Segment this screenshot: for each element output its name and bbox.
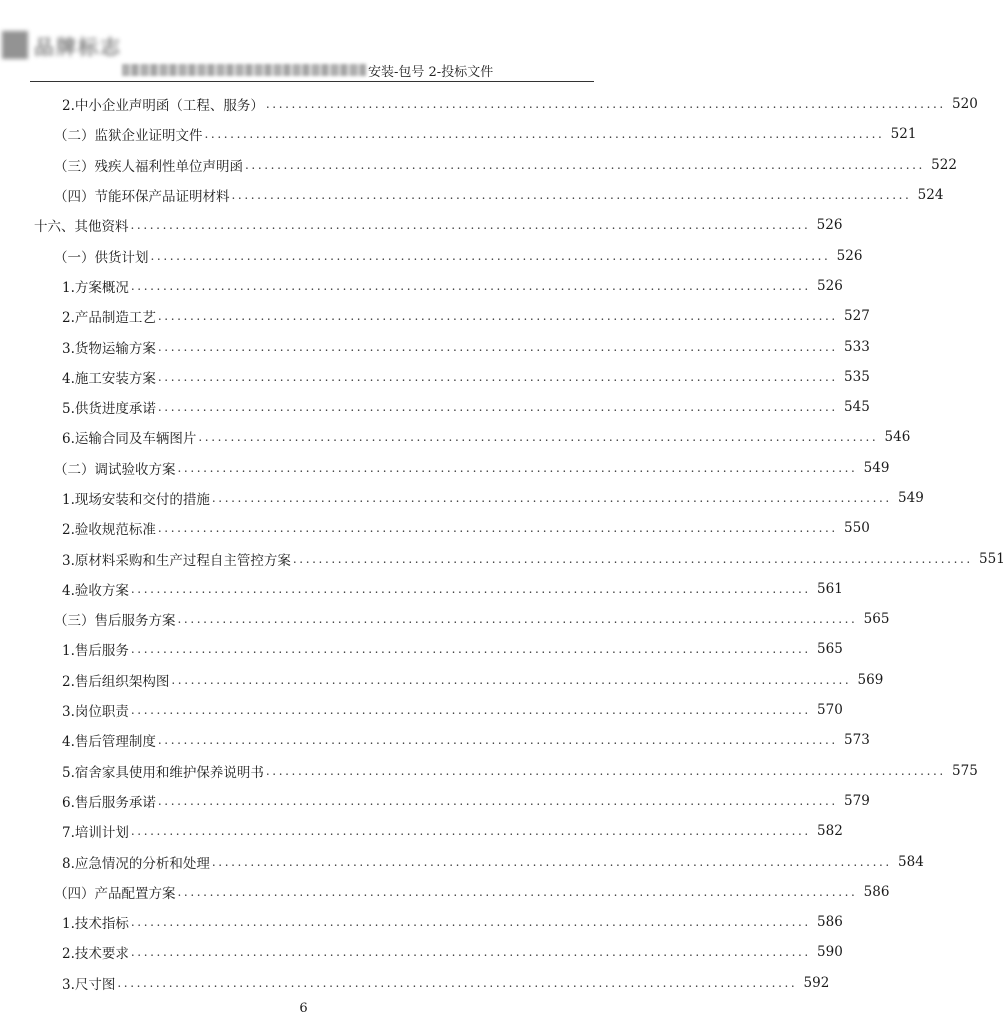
- toc-entry-page: 590: [817, 944, 843, 961]
- toc-entry[interactable]: [0, 271, 843, 301]
- toc-entry-title: （三）售后服务方案: [54, 609, 176, 629]
- toc-leader-dots: ..........................................................................................................: [204, 127, 885, 142]
- toc-entry[interactable]: [0, 968, 830, 998]
- toc-entry[interactable]: [0, 483, 924, 513]
- toc-entry[interactable]: [0, 846, 924, 876]
- toc-entry-page: 579: [844, 792, 870, 809]
- toc-entry-page: 526: [836, 247, 863, 264]
- toc-entry-page: 549: [898, 490, 924, 506]
- toc-entry-title: 3.岗位职责: [62, 700, 129, 720]
- toc-leader-dots: ..........................................................................................................: [171, 672, 852, 687]
- toc-entry-page: 546: [884, 429, 911, 446]
- toc-leader-dots: ..........................................................................................................: [130, 703, 811, 718]
- blurred-project-name: [122, 64, 366, 76]
- toc-entry[interactable]: [0, 604, 890, 634]
- toc-entry-page: 561: [817, 580, 843, 597]
- toc-entry-title: 5.宿舍家具使用和维护保养说明书: [62, 761, 264, 781]
- toc-entry-page: 526: [817, 277, 843, 294]
- toc-leader-dots: ..........................................................................................................: [130, 915, 811, 930]
- toc-entry[interactable]: [0, 89, 978, 119]
- toc-entry-page: 526: [816, 217, 843, 234]
- toc-entry-page: 565: [817, 641, 843, 658]
- toc-entry-title: （三）残疾人福利性单位声明函: [54, 155, 243, 175]
- toc-leader-dots: ..........................................................................................................: [177, 612, 858, 627]
- toc-entry-title: 5.供货进度承诺: [62, 397, 156, 417]
- toc-leader-dots: ..........................................................................................................: [130, 642, 811, 657]
- toc-entry-page: 549: [863, 459, 890, 476]
- toc-entry[interactable]: [0, 422, 911, 452]
- toc-entry-page: 586: [817, 914, 843, 931]
- toc-entry-title: 2.验收规范标准: [62, 518, 156, 538]
- toc-entry-page: 520: [952, 96, 978, 113]
- toc-entry[interactable]: [0, 392, 870, 422]
- toc-entry[interactable]: [0, 907, 843, 937]
- toc-entry[interactable]: [0, 513, 870, 543]
- toc-entry[interactable]: [0, 786, 870, 816]
- toc-leader-dots: ..........................................................................................................: [130, 218, 811, 233]
- toc-entry-page: 533: [844, 338, 870, 355]
- toc-entry-page: 569: [857, 671, 884, 688]
- toc-entry-page: 584: [898, 853, 924, 870]
- toc-entry-page: 522: [931, 156, 957, 173]
- toc-entry-page: 535: [844, 368, 870, 385]
- toc-entry-title: 8.应急情况的分析和处理: [62, 852, 210, 872]
- toc-entry[interactable]: [0, 634, 843, 664]
- toc-leader-dots: ..........................................................................................................: [130, 278, 811, 293]
- page-header: [0, 0, 607, 82]
- toc-entry-title: 1.售后服务: [62, 639, 129, 659]
- toc-entry-page: 570: [817, 702, 843, 719]
- toc-leader-dots: ..........................................................................................................: [157, 309, 838, 324]
- logo-mark-icon: [2, 31, 28, 59]
- toc-leader-dots: ..........................................................................................................: [130, 581, 811, 596]
- toc-entry-title: 4.验收方案: [62, 579, 129, 599]
- toc-entry-title: 1.现场安装和交付的措施: [62, 488, 210, 508]
- toc-leader-dots: ..........................................................................................................: [150, 248, 831, 263]
- toc-leader-dots: ..........................................................................................................: [157, 400, 838, 415]
- toc-leader-dots: ..........................................................................................................: [157, 521, 838, 536]
- toc-leader-dots: ..........................................................................................................: [198, 430, 879, 445]
- toc-entry-page: 592: [803, 974, 830, 991]
- toc-entry-title: 7.培训计划: [62, 821, 129, 841]
- header-title: 安装-包号 2-投标文件: [368, 65, 494, 80]
- toc-leader-dots: ..........................................................................................................: [211, 854, 892, 869]
- toc-entry[interactable]: [0, 362, 870, 392]
- toc-leader-dots: ..........................................................................................................: [157, 793, 838, 808]
- page-number: 6: [299, 1001, 308, 1016]
- toc-entry-page: 521: [890, 126, 917, 143]
- toc-entry[interactable]: [0, 240, 863, 270]
- toc-entry-page: 573: [844, 732, 870, 749]
- toc-leader-dots: ..........................................................................................................: [265, 97, 946, 112]
- toc-entry-page: 582: [817, 823, 843, 840]
- toc-leader-dots: ..........................................................................................................: [177, 884, 858, 899]
- table-of-contents: [0, 89, 1005, 998]
- toc-leader-dots: ..........................................................................................................: [265, 763, 946, 778]
- toc-entry-title: 3.货物运输方案: [62, 337, 156, 357]
- toc-leader-dots: ..........................................................................................................: [130, 824, 811, 839]
- toc-entry[interactable]: [0, 665, 884, 695]
- toc-leader-dots: ..........................................................................................................: [211, 491, 892, 505]
- toc-entry-page: 524: [917, 187, 944, 204]
- toc-entry[interactable]: [0, 543, 1005, 573]
- toc-leader-dots: ..........................................................................................................: [157, 369, 838, 384]
- toc-entry[interactable]: [0, 816, 843, 846]
- header-divider: [30, 81, 594, 82]
- toc-entry-page: 550: [844, 520, 870, 537]
- toc-entry-title: 2.售后组织架构图: [62, 670, 169, 690]
- toc-entry-title: （一）供货计划: [54, 246, 149, 266]
- toc-entry[interactable]: [0, 331, 870, 361]
- toc-entry[interactable]: [0, 725, 870, 755]
- toc-entry[interactable]: [0, 301, 870, 331]
- company-logo: [2, 30, 142, 60]
- toc-leader-dots: ..........................................................................................................: [130, 945, 811, 960]
- toc-entry[interactable]: [0, 756, 978, 786]
- toc-leader-dots: ..........................................................................................................: [177, 460, 858, 475]
- toc-entry-page: 575: [952, 762, 978, 779]
- toc-entry[interactable]: [0, 180, 944, 210]
- toc-entry-page: 586: [863, 883, 890, 900]
- toc-entry-title: 1.方案概况: [62, 276, 129, 296]
- toc-entry-title: 6.运输合同及车辆图片: [62, 427, 196, 447]
- toc-entry[interactable]: [0, 877, 890, 907]
- toc-entry-page: 545: [844, 399, 870, 416]
- toc-entry-title: 4.售后管理制度: [62, 730, 156, 750]
- toc-leader-dots: ..........................................................................................................: [292, 551, 973, 566]
- toc-entry[interactable]: [0, 574, 843, 604]
- toc-leader-dots: ..........................................................................................................: [245, 157, 925, 172]
- toc-leader-dots: ..........................................................................................................: [157, 733, 838, 748]
- toc-entry-title: 十六、其他资料: [34, 215, 129, 235]
- toc-leader-dots: ..........................................................................................................: [117, 975, 798, 990]
- toc-entry-title: （二）调试验收方案: [54, 458, 176, 478]
- toc-entry[interactable]: [0, 210, 843, 240]
- logo-text: 品牌标志: [34, 34, 122, 59]
- toc-entry-title: （四）产品配置方案: [54, 882, 176, 902]
- toc-leader-dots: ..........................................................................................................: [231, 188, 912, 203]
- toc-entry[interactable]: [0, 695, 843, 725]
- toc-entry[interactable]: [0, 453, 890, 483]
- toc-entry[interactable]: [0, 937, 843, 967]
- toc-entry-title: 6.售后服务承诺: [62, 791, 156, 811]
- toc-entry[interactable]: [0, 150, 957, 180]
- toc-entry-title: 2.技术要求: [62, 942, 129, 962]
- toc-entry-page: 527: [844, 308, 870, 325]
- toc-entry-title: 1.技术指标: [62, 912, 129, 932]
- toc-entry-page: 565: [863, 611, 890, 628]
- toc-entry-title: 3.原材料采购和生产过程自主管控方案: [62, 549, 291, 569]
- toc-entry-title: 2.产品制造工艺: [62, 306, 156, 326]
- toc-leader-dots: ..........................................................................................................: [157, 339, 838, 354]
- toc-entry-title: 4.施工安装方案: [62, 367, 156, 387]
- toc-entry-title: 3.尺寸图: [62, 973, 115, 993]
- toc-entry-title: （四）节能环保产品证明材料: [54, 185, 230, 205]
- toc-entry[interactable]: [0, 119, 917, 149]
- toc-entry-title: （二）监狱企业证明文件: [54, 124, 203, 144]
- toc-entry-title: 2.中小企业声明函（工程、服务）: [62, 94, 264, 114]
- toc-entry-page: 551: [979, 550, 1005, 567]
